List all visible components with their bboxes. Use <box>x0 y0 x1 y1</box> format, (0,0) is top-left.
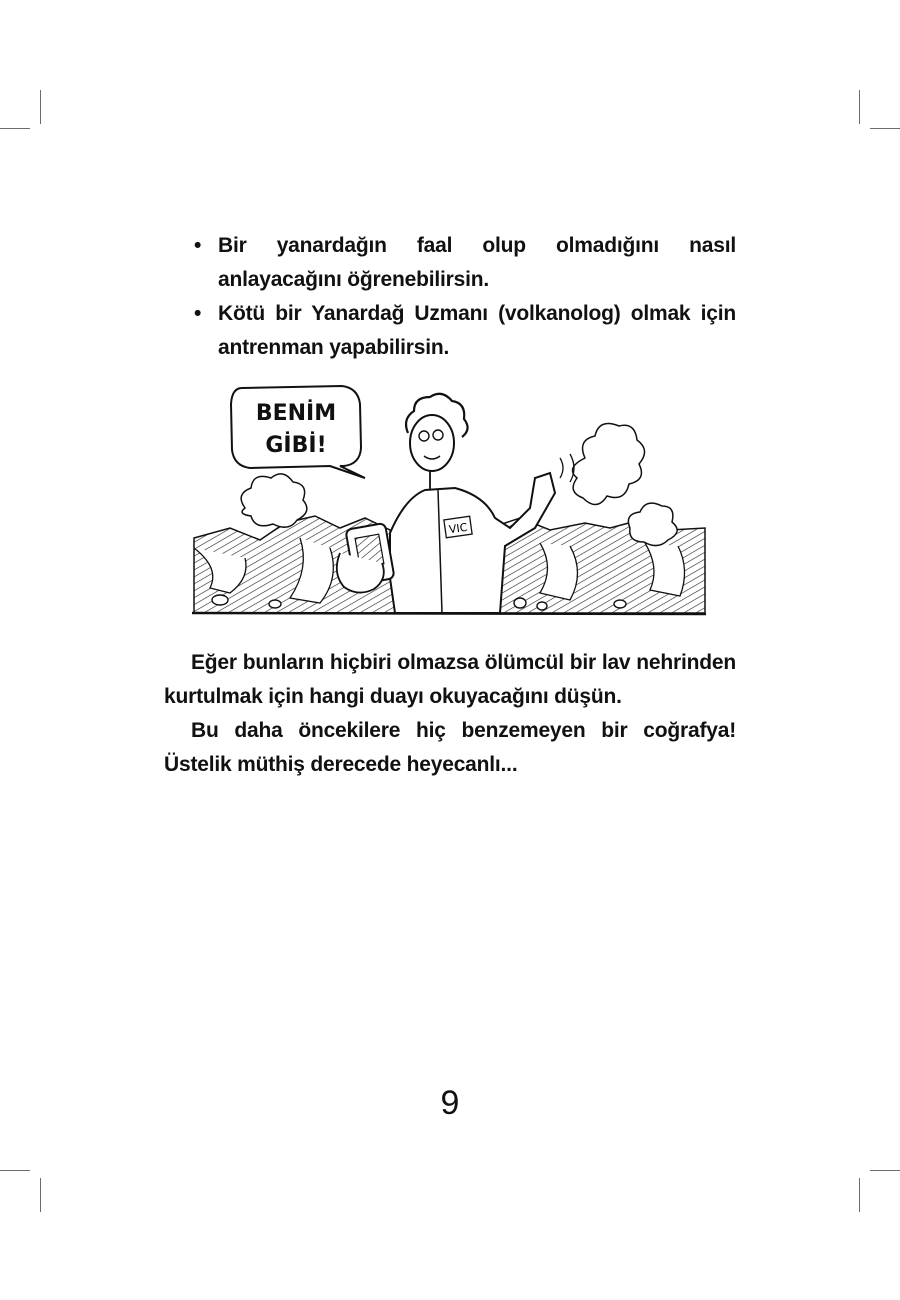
crop-mark <box>40 1178 41 1212</box>
bullet-text: Bir yanardağın faal olup olmadığını nasıl anlayacağını öğrenebilirsin. <box>218 234 736 291</box>
bullet-symbol: • <box>194 234 202 257</box>
crop-mark <box>0 128 30 129</box>
bullet-symbol: • <box>194 302 202 325</box>
crop-mark <box>870 128 900 129</box>
speech-line-1: BENİM <box>255 401 337 426</box>
paragraph: Eğer bunların hiçbiri olmazsa ölümcül bir lav nehrinden kurtulmak için hangi duayı okuyacağını düşün. <box>164 651 736 708</box>
speech-line-2: GİBİ! <box>265 433 327 458</box>
crop-mark <box>859 90 860 124</box>
crop-mark <box>859 1178 860 1212</box>
paragraph: Bu daha öncekilere hiç benzemeyen bir coğrafya! Üstelik müthiş derecede heyecanlı... <box>164 719 736 776</box>
list-item <box>164 229 736 297</box>
page-number: 9 <box>440 1084 460 1122</box>
bullet-list <box>164 229 736 365</box>
volcanologist-illustration <box>190 378 710 620</box>
list-item <box>164 297 736 365</box>
bullet-text: Kötü bir Yanardağ Uzmanı (volkanolog) olmak için antrenman yapabilirsin. <box>218 302 736 359</box>
name-badge: VIC <box>448 520 469 537</box>
crop-mark <box>870 1170 900 1171</box>
crop-mark <box>40 90 41 124</box>
body-text <box>164 646 736 782</box>
crop-mark <box>0 1170 30 1171</box>
